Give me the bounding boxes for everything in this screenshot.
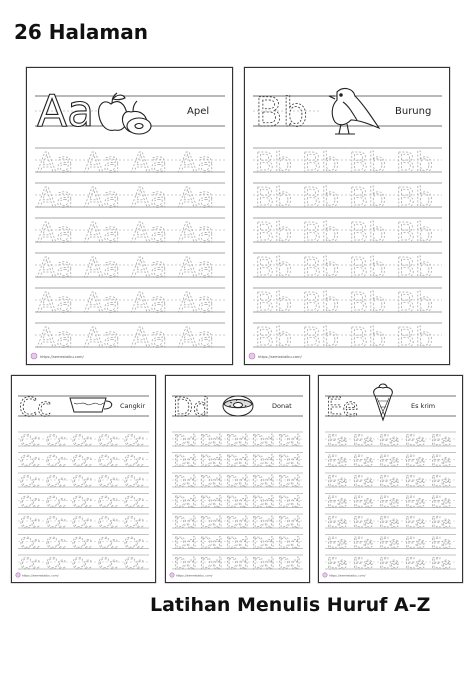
word-label: Es krim [411, 402, 436, 410]
tracing-letter: Ee [327, 513, 347, 532]
tracing-letter: Aa [131, 181, 168, 214]
tracing-letter: Ee [379, 431, 399, 450]
tracing-letter: Bb [255, 286, 292, 319]
tracing-letter: Bb [349, 181, 386, 214]
tracing-letter: Aa [84, 146, 121, 179]
tracing-letter: Ee [405, 513, 425, 532]
tracing-letter: Ee [405, 451, 425, 471]
tracing-letter: Ee [431, 472, 451, 491]
tracing-letter: Bb [396, 251, 433, 284]
tracing-letter: Ee [405, 533, 425, 553]
tracing-letter: Ee [353, 533, 373, 553]
tracing-letter: Aa [178, 251, 215, 284]
worksheet-c [11, 375, 156, 583]
tracing-letter: Dd [278, 451, 301, 471]
tracing-letter: Dd [278, 513, 301, 532]
tracing-letter: Ee [353, 431, 373, 450]
tracing-letter: Aa [178, 321, 215, 354]
tracing-letter: Dd [200, 472, 223, 491]
tracing-letter: Bb [396, 216, 433, 249]
tracing-letter: Dd [226, 513, 249, 532]
tracing-letter: Cc [124, 533, 144, 553]
tracing-letter: Dd [252, 492, 275, 512]
tracing-letter: Cc [72, 431, 92, 450]
tracing-letter: Ee [327, 492, 347, 512]
tracing-letter: Ee [353, 492, 373, 512]
tracing-letter: Bb [255, 216, 292, 249]
tracing-letter: Bb [349, 146, 386, 179]
word-label: Cangkir [120, 402, 146, 410]
tracing-letter: Cc [98, 472, 118, 491]
tracing-letter: Cc [46, 513, 66, 532]
tracing-letter: Cc [20, 513, 40, 532]
tracing-letter: Bb [302, 181, 339, 214]
worksheet-a-canvas [27, 68, 232, 364]
tracing-letter: Dd [200, 513, 223, 532]
tracing-letter: Ee [327, 533, 347, 553]
worksheet-d-canvas [166, 376, 309, 582]
tracing-letter: Bb [302, 286, 339, 319]
tracing-letter: Aa [131, 216, 168, 249]
tracing-letter: Cc [46, 492, 66, 512]
tracing-letter: Dd [200, 451, 223, 471]
tracing-letter: Ee [379, 513, 399, 532]
letter-e-model: Ee [326, 393, 359, 423]
cup-icon [70, 398, 112, 412]
tracing-letter: Dd [252, 533, 275, 553]
tracing-letter: Aa [84, 181, 121, 214]
tracing-letter: Dd [226, 472, 249, 491]
tracing-letter: Aa [131, 286, 168, 319]
tracing-letter: Ee [431, 492, 451, 512]
tracing-letter: Bb [302, 146, 339, 179]
tracing-letter: Dd [252, 431, 275, 450]
tracing-letter: Aa [131, 321, 168, 354]
footer-url: https://semestaibu.com/ [329, 573, 366, 578]
word-label: Donat [272, 402, 292, 410]
tracing-letter: Cc [124, 513, 144, 532]
letter-b-model: Bb [255, 90, 308, 136]
footer-url: https://semestaibu.com/ [176, 573, 213, 578]
tracing-letter: Aa [37, 251, 74, 284]
tracing-letter: Dd [226, 431, 249, 450]
tracing-letter: Dd [174, 533, 197, 553]
tracing-letter: Cc [72, 533, 92, 553]
tracing-letter: Ee [353, 554, 373, 573]
tracing-letter: Cc [98, 492, 118, 512]
tracing-letter: Aa [178, 181, 215, 214]
letter-a-model: Aa [37, 86, 95, 137]
tracing-letter: Dd [200, 431, 223, 450]
tracing-letter: Dd [252, 513, 275, 532]
pin-icon [170, 573, 174, 577]
tracing-letter: Aa [131, 146, 168, 179]
tracing-letter: Cc [20, 533, 40, 553]
tracing-letter: Ee [379, 554, 399, 573]
tracing-letter: Dd [200, 554, 223, 573]
tracing-letter: Dd [278, 492, 301, 512]
tracing-letter: Aa [37, 181, 74, 214]
tracing-letter: Aa [84, 321, 121, 354]
tracing-letter: Dd [200, 492, 223, 512]
tracing-letter: Ee [431, 513, 451, 532]
tracing-letter: Cc [124, 451, 144, 471]
tracing-letter: Cc [46, 451, 66, 471]
pin-icon [249, 353, 255, 359]
tracing-letter: Cc [124, 554, 144, 573]
tracing-letter: Dd [252, 472, 275, 491]
footer-title: Latihan Menulis Huruf A-Z [150, 594, 431, 616]
tracing-letter: Dd [278, 533, 301, 553]
tracing-letter: Cc [46, 533, 66, 553]
tracing-letter: Dd [174, 554, 197, 573]
tracing-letter: Bb [396, 321, 433, 354]
tracing-letter: Aa [84, 216, 121, 249]
tracing-letter: Ee [379, 492, 399, 512]
tracing-letter: Bb [396, 181, 433, 214]
tracing-letter: Cc [46, 431, 66, 450]
apple-icon [99, 93, 151, 134]
tracing-letter: Cc [20, 492, 40, 512]
tracing-letter: Ee [405, 554, 425, 573]
tracing-letter: Bb [302, 216, 339, 249]
tracing-letter: Cc [98, 431, 118, 450]
tracing-letter: Cc [98, 451, 118, 471]
tracing-letter: Dd [174, 451, 197, 471]
tracing-letter: Bb [255, 321, 292, 354]
pin-icon [16, 573, 20, 577]
tracing-letter: Aa [37, 286, 74, 319]
worksheet-e [318, 375, 463, 583]
tracing-letter: Cc [98, 554, 118, 573]
tracing-letter: Ee [431, 451, 451, 471]
tracing-letter: Bb [255, 251, 292, 284]
worksheet-a [26, 67, 233, 365]
tracing-letter: Aa [178, 216, 215, 249]
tracing-letter: Ee [327, 472, 347, 491]
tracing-letter: Bb [255, 181, 292, 214]
tracing-letter: Bb [396, 146, 433, 179]
tracing-letter: Cc [46, 472, 66, 491]
tracing-letter: Dd [252, 554, 275, 573]
tracing-letter: Cc [72, 472, 92, 491]
tracing-letter: Dd [226, 533, 249, 553]
tracing-letter: Bb [349, 216, 386, 249]
tracing-letter: Cc [124, 472, 144, 491]
tracing-letter: Dd [174, 431, 197, 450]
tracing-letter: Ee [353, 513, 373, 532]
tracing-letter: Ee [405, 472, 425, 491]
pin-icon [31, 353, 37, 359]
tracing-letter: Ee [327, 451, 347, 471]
tracing-letter: Dd [252, 451, 275, 471]
tracing-letter: Ee [327, 431, 347, 450]
tracing-letter: Ee [431, 554, 451, 573]
tracing-letter: Aa [37, 216, 74, 249]
word-label: Burung [395, 106, 432, 117]
worksheet-b [244, 67, 450, 365]
tracing-letter: Cc [20, 431, 40, 450]
tracing-letter: Cc [72, 554, 92, 573]
tracing-letter: Ee [431, 533, 451, 553]
tracing-letter: Bb [349, 251, 386, 284]
tracing-letter: Cc [124, 492, 144, 512]
tracing-letter: Dd [226, 554, 249, 573]
tracing-letter: Bb [302, 251, 339, 284]
tracing-letter: Aa [37, 321, 74, 354]
tracing-letter: Ee [327, 554, 347, 573]
tracing-letter: Bb [302, 321, 339, 354]
page-title: 26 Halaman [14, 20, 148, 44]
tracing-letter: Aa [37, 146, 74, 179]
tracing-letter: Bb [255, 146, 292, 179]
tracing-letter: Dd [200, 533, 223, 553]
donut-icon [223, 396, 253, 416]
tracing-letter: Ee [379, 533, 399, 553]
tracing-letter: Cc [72, 451, 92, 471]
letter-d-model: Dd [173, 393, 210, 423]
tracing-letter: Cc [72, 513, 92, 532]
word-label: Apel [187, 106, 210, 117]
tracing-letter: Aa [178, 146, 215, 179]
tracing-letter: Ee [405, 431, 425, 450]
tracing-letter: Bb [349, 286, 386, 319]
letter-c-model: Cc [19, 393, 52, 423]
tracing-letter: Dd [174, 492, 197, 512]
tracing-letter: Ee [405, 492, 425, 512]
tracing-letter: Aa [84, 286, 121, 319]
worksheet-b-canvas [245, 68, 449, 364]
footer-url: https://semestaibu.com/ [22, 573, 59, 578]
tracing-letter: Cc [20, 554, 40, 573]
tracing-letter: Dd [278, 431, 301, 450]
worksheet-e-canvas [319, 376, 462, 582]
tracing-letter: Ee [353, 472, 373, 491]
tracing-letter: Ee [379, 451, 399, 471]
tracing-letter: Cc [20, 451, 40, 471]
tracing-letter: Cc [98, 513, 118, 532]
tracing-letter: Dd [174, 513, 197, 532]
tracing-letter: Ee [431, 431, 451, 450]
tracing-letter: Aa [178, 286, 215, 319]
ice-cream-icon [374, 384, 393, 420]
tracing-letter: Ee [353, 451, 373, 471]
footer-url: https://semestaibu.com/ [40, 355, 84, 359]
tracing-letter: Dd [226, 451, 249, 471]
tracing-letter: Dd [278, 472, 301, 491]
tracing-letter: Cc [124, 431, 144, 450]
worksheet-d [165, 375, 310, 583]
tracing-letter: Bb [396, 286, 433, 319]
tracing-letter: Cc [46, 554, 66, 573]
tracing-letter: Bb [349, 321, 386, 354]
bird-icon [329, 89, 379, 134]
tracing-letter: Dd [226, 492, 249, 512]
tracing-letter: Dd [174, 472, 197, 491]
tracing-letter: Aa [131, 251, 168, 284]
tracing-letter: Dd [278, 554, 301, 573]
worksheet-c-canvas [12, 376, 155, 582]
tracing-letter: Ee [379, 472, 399, 491]
tracing-letter: Cc [20, 472, 40, 491]
footer-url: https://semestaibu.com/ [258, 355, 302, 359]
tracing-letter: Cc [98, 533, 118, 553]
pin-icon [323, 573, 327, 577]
tracing-letter: Cc [72, 492, 92, 512]
tracing-letter: Aa [84, 251, 121, 284]
